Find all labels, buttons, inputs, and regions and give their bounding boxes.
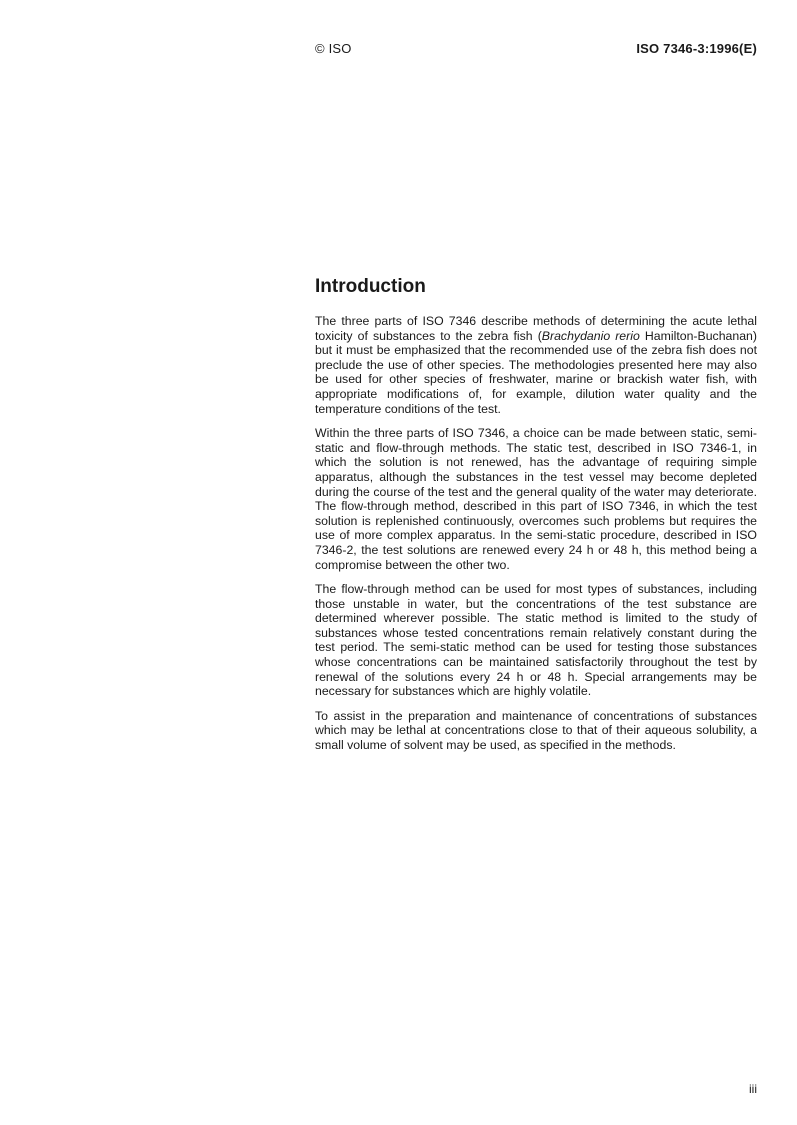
paragraph-1-text-before: The three parts of ISO 7346 describe methods of determining the acute lethal toxicity of substances to the zebra fish ( (315, 314, 757, 343)
section-title: Introduction (315, 276, 426, 297)
species-name: Brachydanio rerio (541, 328, 640, 343)
paragraph-1-text-after: Hamilton-Buchanan) but it must be emphasized that the recommended use of the zebra fish does not preclude the use of other species. The methodologies presented here may also be used for other species of freshwater, marine or brackish water fish, with appropriate modifications of, for example, dilution water quality and the temperature conditions of the test. (315, 328, 757, 416)
paragraph-1 (315, 314, 757, 416)
paragraph-3: The flow-through method can be used for most types of substances, including those unstable in water, but the concentrations of the test substance are determined wherever possible. The static method is limited to the study of substances whose tested concentrations remain relatively constant during the test period. The semi-static method can be used for testing those substances whose concentrations can be maintained satisfactorily throughout the test by renewal of the solutions every 24 h or 48 h. Special arrangements may be necessary for substances which are highly volatile. (315, 582, 757, 699)
page-number: iii (749, 1082, 757, 1096)
paragraph-2: Within the three parts of ISO 7346, a choice can be made between static, semi-static and flow-through methods. The static test, described in ISO 7346-1, in which the solution is not renewed, has the advantage of requiring simple apparatus, although the substances in the test vessel may become depleted during the course of the test and the general quality of the water may deteriorate. The flow-through method, described in this part of ISO 7346, in which the test solution is replenished continuously, overcomes such problems but requires the use of more complex apparatus. In the semi-static procedure, described in ISO 7346-2, the test solutions are renewed every 24 h or 48 h, this method being a compromise between the other two. (315, 426, 757, 572)
paragraph-4: To assist in the preparation and maintenance of concentrations of substances which may be lethal at concentrations close to that of their aqueous solubility, a small volume of solvent may be used, as specified in the methods. (315, 708, 757, 753)
standard-identifier: ISO 7346-3:1996(E) (636, 41, 757, 56)
copyright-notice: © ISO (315, 41, 352, 56)
introduction-body (315, 314, 757, 763)
